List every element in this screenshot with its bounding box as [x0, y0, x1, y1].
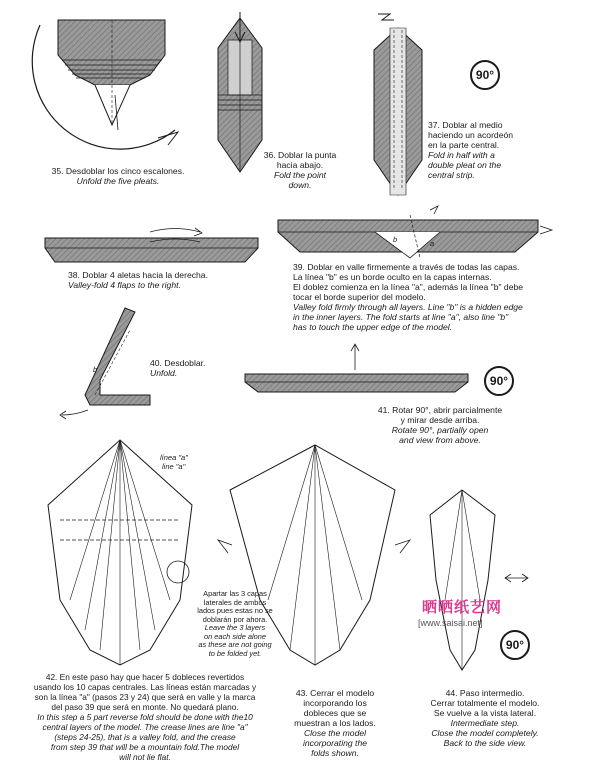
- step43-es3: dobleces que se: [303, 708, 367, 718]
- step42-en2: central layers of the model. The crease lines are line "a": [42, 722, 248, 732]
- note42-es3: lados pues estas no se: [197, 606, 273, 615]
- step39-en1: Valley fold firmly through all layers. Line "b" is a hidden edge: [293, 302, 523, 312]
- step44-en2: Close the model completely.: [431, 728, 539, 738]
- step39-figure: [278, 206, 552, 258]
- note-step42: [190, 590, 280, 658]
- caption-step43: [280, 688, 390, 758]
- step38-es: 38. Doblar 4 aletas hacia la derecha.: [68, 270, 208, 280]
- note42-en1: Leave the 3 layers: [204, 623, 266, 632]
- step37-es3: en la parte central.: [428, 140, 500, 150]
- step42-es1: 42. En este paso hay que hacer 5 dobleces revertidos: [45, 672, 245, 682]
- step43-es2: incorporando los: [303, 698, 367, 708]
- step40-figure: [60, 308, 150, 419]
- step39-es1: 39. Doblar en valle firmemente a través de todas las capas.: [293, 262, 520, 272]
- caption-step35: [38, 166, 198, 186]
- note42-en4: to be folded yet.: [208, 648, 262, 658]
- step38-figure: [45, 228, 258, 262]
- step41-en2: and view from above.: [399, 435, 481, 445]
- step36-en1: Fold the point: [273, 170, 327, 180]
- step44-en3: Back to the side view.: [443, 738, 527, 748]
- label-linea-a: línea "a": [160, 453, 188, 462]
- step37-figure: [374, 14, 422, 195]
- step44-en1: Intermediate step.: [450, 718, 520, 728]
- step41-figure: [245, 344, 468, 392]
- step36-figure: [218, 12, 262, 172]
- label-b-step39: b: [393, 235, 398, 244]
- step37-es1: 37. Doblar al medio: [428, 120, 503, 130]
- step44-es1: 44. Paso intermedio.: [445, 688, 525, 698]
- caption-step42: [10, 672, 280, 762]
- step36-es2: hacia abajo.: [276, 160, 324, 170]
- caption-step40: [150, 358, 240, 378]
- step39-en3: has to touch the upper edge of the model.: [293, 322, 453, 332]
- step35-es: 35. Desdoblar los cinco escalones.: [51, 166, 185, 176]
- note42-es4: doblarán por ahora.: [202, 614, 268, 624]
- step43-en2: incorporating the: [302, 738, 368, 748]
- caption-step41: [360, 405, 520, 445]
- step39-en2: in the inner layers. The fold starts at line "a", also line "b": [293, 312, 509, 322]
- step38-en: Valley-fold 4 flaps to the right.: [68, 280, 181, 290]
- caption-step39: [293, 262, 593, 332]
- step39-es4: tocar el borde superior del modelo.: [293, 292, 426, 302]
- label-b-step40: b: [93, 365, 98, 374]
- step41-en1: Rotate 90°, partially open: [391, 425, 489, 435]
- step40-es: 40. Desdoblar.: [150, 358, 206, 368]
- step36-en2: down.: [288, 180, 312, 190]
- step37-en1: Fold in half with a: [428, 150, 495, 160]
- step42-es4: del paso 39 que será en monte. No quedará plano.: [51, 702, 239, 712]
- step43-es1: 43. Cerrar el modelo: [295, 688, 375, 698]
- step42-figure: [48, 440, 192, 665]
- label-a-step39: a: [430, 239, 435, 248]
- note42-en3: as these are not going: [198, 640, 272, 649]
- step42-es3: son la línea "a" (pasos 23 y 24) que será en valle y la marca: [34, 692, 256, 702]
- label-line-a: line "a": [162, 462, 186, 471]
- step37-en2: double pleat on the: [428, 160, 502, 170]
- step44-es2: Cerrar totalmente el modelo.: [430, 698, 540, 708]
- caption-step37: [428, 120, 588, 180]
- step44-es3: Se vuelve a la vista lateral.: [433, 708, 537, 718]
- step42-es2: usando los 10 capas centrales. Las líneas están marcadas y: [33, 682, 257, 692]
- rotate-90-badge-step37: 90°: [470, 60, 500, 90]
- step35-en: Unfold the five pleats.: [76, 176, 160, 186]
- step42-en4: from step 39 that will be a mountain fold.The model: [50, 742, 240, 752]
- step42-en5: will not lie flat.: [119, 752, 171, 762]
- step37-en3: central strip.: [428, 170, 475, 180]
- step41-es1: 41. Rotar 90°, abrir parcialmente: [377, 405, 503, 415]
- step43-en1: Close the model: [303, 728, 367, 738]
- step43-es4: muestran a los lados.: [294, 718, 376, 728]
- caption-step36: [250, 150, 350, 190]
- step36-es1: 36. Doblar la punta: [263, 150, 337, 160]
- note42-es1: Apartar las 3 capas: [203, 589, 267, 598]
- note42-en2: on each side alone: [203, 631, 267, 641]
- caption-step38: [68, 270, 268, 290]
- caption-step44: [410, 688, 560, 748]
- watermark-logo: 晒晒纸艺网: [422, 598, 503, 616]
- step42-en1: In this step a 5 part reverse fold should be done with the10: [37, 712, 253, 722]
- step40-en: Unfold.: [150, 368, 178, 378]
- step35-figure: [32, 20, 178, 149]
- step39-es3: El doblez comienza en la línea "a", además la línea "b" debe: [293, 282, 524, 292]
- rotate-90-badge-step44: 90°: [500, 630, 530, 660]
- step42-en3: (steps 24-25), that is a valley fold, and the crease: [54, 732, 236, 742]
- rotate-90-badge-step41: 90°: [484, 366, 514, 396]
- step41-es2: y mirar desde arriba.: [400, 415, 480, 425]
- step39-es2: La línea "b" es un borde oculto en la capas internas.: [293, 272, 492, 282]
- step43-en3: folds shown.: [311, 748, 359, 758]
- note42-es2: laterales de ambos: [203, 597, 267, 607]
- watermark-url: [www.saisai.net]: [418, 618, 483, 628]
- step37-es2: haciendo un acordeón: [428, 130, 514, 140]
